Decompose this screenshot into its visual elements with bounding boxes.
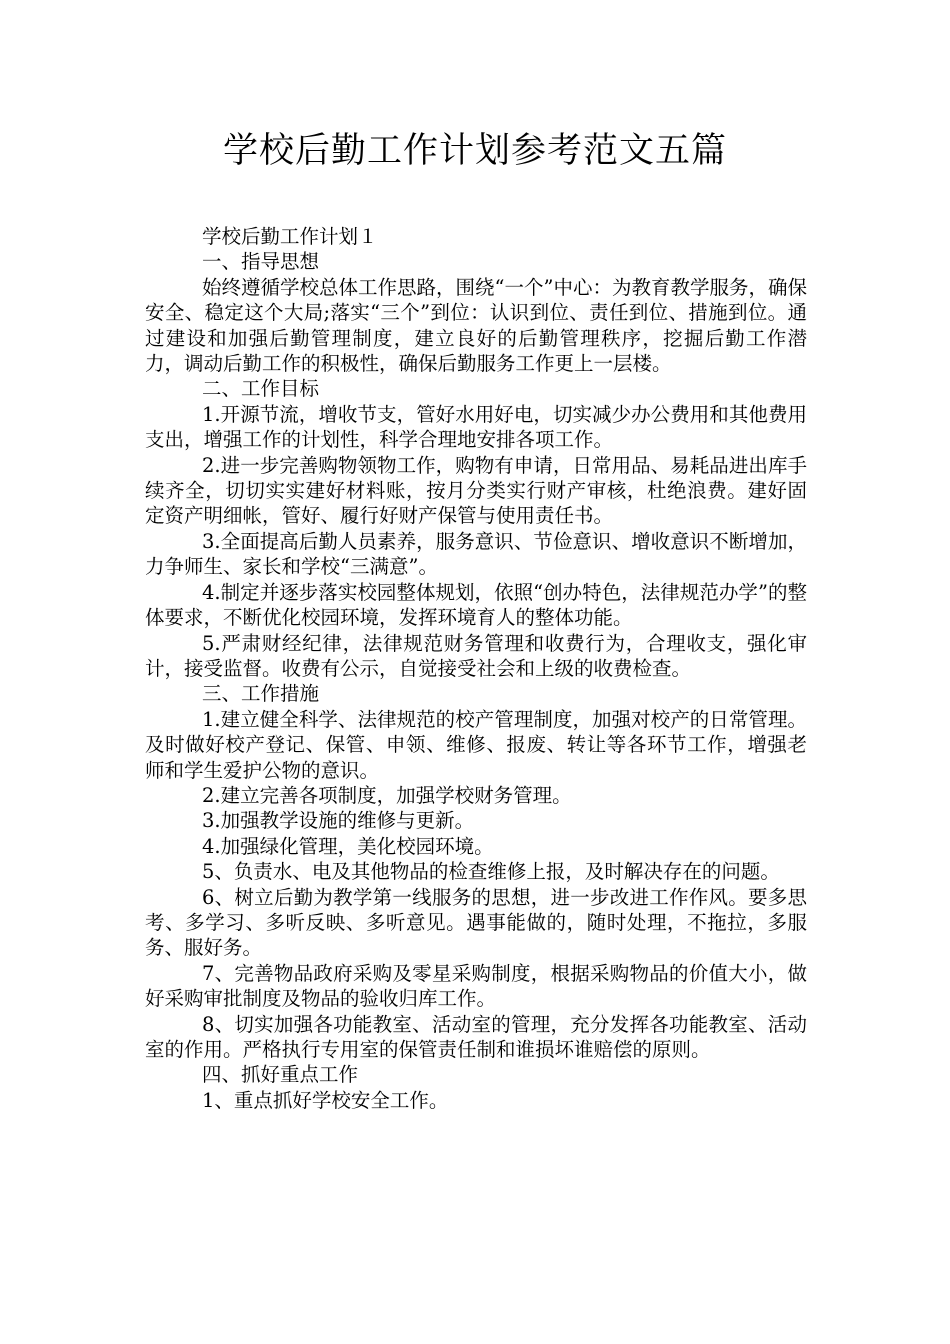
paragraph: 8、切实加强各功能教室、活动室的管理，充分发挥各功能教室、活动室的作用。严格执行专用室的保管责任制和谁损坏谁赔偿的原则。 — [145, 1012, 807, 1061]
paragraph: 4.制定并逐步落实校园整体规划，依照“创办特色，法律规范办学”的整体要求，不断优化校园环境，发挥环境育人的整体功能。 — [145, 580, 807, 630]
paragraph: 1.建立健全科学、法律规范的校产管理制度，加强对校产的日常管理。及时做好校产登记、保管、申领、维修、报废、转让等各环节工作，增强老师和学生爱护公物的意识。 — [145, 707, 807, 782]
paragraph: 6、树立后勤为教学第一线服务的思想，进一步改进工作作风。要多思考、多学习、多听反映、多听意见。遇事能做的，随时处理，不拖拉，多服务、服好务。 — [145, 885, 807, 960]
heading-key-work: 四、抓好重点工作 — [202, 1063, 359, 1087]
paragraph: 5、负责水、电及其他物品的检查维修上报，及时解决存在的问题。 — [202, 860, 780, 884]
paragraph: 5.严肃财经纪律，法律规范财务管理和收费行为，合理收支，强化审计，接受监督。收费有公示，自觉接受社会和上级的收费检查。 — [145, 631, 807, 680]
paragraph: 1、重点抓好学校安全工作。 — [202, 1088, 449, 1112]
heading-guiding-thought: 一、指导思想 — [202, 250, 320, 274]
document-title: 学校后勤工作计划参考范文五篇 — [222, 131, 727, 171]
paragraph: 2.建立完善各项制度，加强学校财务管理。 — [202, 783, 572, 807]
heading-work-measures: 三、工作措施 — [202, 682, 320, 706]
paragraph: 3.全面提高后勤人员素养，服务意识、节俭意识、增收意识不断增加，力争师生、家长和学校“三满意”。 — [145, 529, 807, 579]
document-body — [145, 224, 807, 1113]
heading-work-goals: 二、工作目标 — [202, 377, 320, 401]
paragraph: 3.加强教学设施的维修与更新。 — [202, 809, 475, 833]
paragraph: 2.进一步完善购物领物工作，购物有申请，日常用品、易耗品进出库手续齐全，切切实实建好材料账，按月分类实行财产审核，杜绝浪费。建好固定资产明细帐，管好、履行好财产保管与使用责任书。 — [145, 453, 807, 528]
paragraph: 7、完善物品政府采购及零星采购制度，根据采购物品的价值大小，做好采购审批制度及物品的验收归库工作。 — [145, 961, 807, 1011]
paragraph: 1.开源节流，增收节支，管好水用好电，切实减少办公费用和其他费用支出，增强工作的计划性，科学合理地安排各项工作。 — [145, 402, 807, 452]
paragraph: 始终遵循学校总体工作思路，围绕“一个”中心：为教育教学服务，确保安全、稳定这个大局;落实“三个”到位：认识到位、责任到位、措施到位。通过建设和加强后勤管理制度，建立良好的后勤管理秩序，挖掘后勤工作潜力，调动后勤工作的积极性，确保后勤服务工作更上一层楼。 — [145, 275, 807, 376]
section-subtitle: 学校后勤工作计划１ — [202, 225, 378, 248]
paragraph: 4.加强绿化管理，美化校园环境。 — [202, 834, 494, 858]
